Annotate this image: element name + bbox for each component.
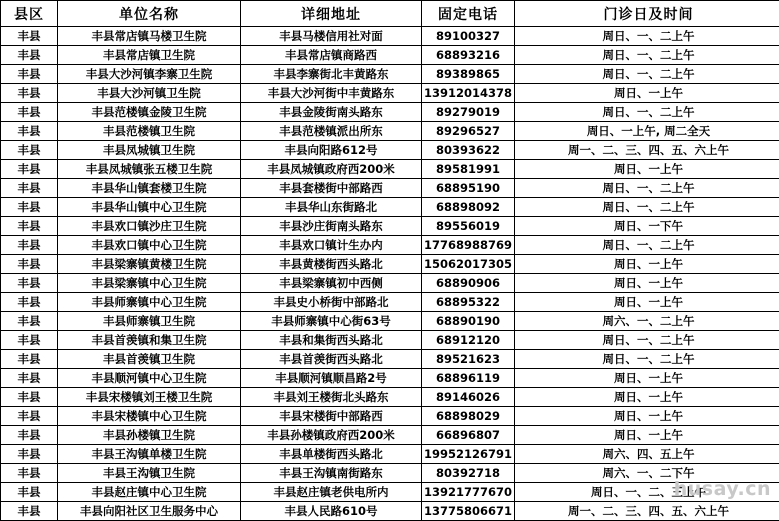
cell-unit: 丰县师寨镇卫生院 [58, 312, 241, 331]
cell-address: 丰县大沙河街中丰黄路东 [241, 84, 422, 103]
cell-hours: 周日、一上午 [515, 388, 779, 407]
cell-address: 丰县史小桥街中部路北 [241, 293, 422, 312]
cell-hours: 周六、一、二上午 [515, 312, 779, 331]
cell-hours: 周日、一上午 [515, 407, 779, 426]
cell-address: 丰县王沟镇南街路东 [241, 464, 422, 483]
cell-hours: 周日、一、二上午 [515, 103, 779, 122]
cell-address: 丰县向阳路612号 [241, 141, 422, 160]
cell-phone: 89279019 [422, 103, 515, 122]
cell-hours: 周日、一上午 [515, 274, 779, 293]
cell-hours: 周日、一上午 [515, 84, 779, 103]
cell-phone: 68890906 [422, 274, 515, 293]
cell-address: 丰县常店镇商路西 [241, 46, 422, 65]
cell-address: 丰县金陵街南头路东 [241, 103, 422, 122]
cell-county: 丰县 [1, 46, 58, 65]
cell-hours: 周日、一上午 [515, 255, 779, 274]
cell-hours: 周日、一、二上午 [515, 331, 779, 350]
cell-address: 丰县赵庄镇老供电所内 [241, 483, 422, 502]
cell-address: 丰县人民路610号 [241, 502, 422, 521]
cell-phone: 68898092 [422, 198, 515, 217]
cell-county: 丰县 [1, 388, 58, 407]
cell-hours: 周日、一、二、三上午 [515, 483, 779, 502]
cell-address: 丰县沙庄街南头路东 [241, 217, 422, 236]
cell-unit: 丰县凤城镇卫生院 [58, 141, 241, 160]
cell-address: 丰县套楼街中部路西 [241, 179, 422, 198]
cell-hours: 周日、一、二上午 [515, 350, 779, 369]
cell-county: 丰县 [1, 274, 58, 293]
cell-county: 丰县 [1, 141, 58, 160]
cell-phone: 89146026 [422, 388, 515, 407]
cell-hours: 周日、一上午, 周二全天 [515, 122, 779, 141]
cell-unit: 丰县华山镇中心卫生院 [58, 198, 241, 217]
cell-address: 丰县师寨镇中心街63号 [241, 312, 422, 331]
table-row [1, 407, 779, 426]
cell-unit: 丰县王沟镇单楼卫生院 [58, 445, 241, 464]
cell-unit: 丰县向阳社区卫生服务中心 [58, 502, 241, 521]
cell-phone: 68896119 [422, 369, 515, 388]
cell-hours: 周日、一、二上午 [515, 179, 779, 198]
table-row [1, 331, 779, 350]
table-row [1, 312, 779, 331]
cell-hours: 周日、一、二上午 [515, 65, 779, 84]
table-row [1, 27, 779, 46]
table-body [1, 27, 779, 521]
cell-hours: 周日、一、二上午 [515, 27, 779, 46]
cell-unit: 丰县常店镇卫生院 [58, 46, 241, 65]
table-row [1, 198, 779, 217]
cell-unit: 丰县欢口镇沙庄卫生院 [58, 217, 241, 236]
cell-address: 丰县刘王楼街北头路东 [241, 388, 422, 407]
table-row [1, 426, 779, 445]
cell-unit: 丰县孙楼镇卫生院 [58, 426, 241, 445]
table-row [1, 255, 779, 274]
cell-phone: 89389865 [422, 65, 515, 84]
cell-phone: 80393622 [422, 141, 515, 160]
cell-address: 丰县梁寨镇初中西侧 [241, 274, 422, 293]
cell-hours: 周日、一上午 [515, 426, 779, 445]
table-row [1, 502, 779, 521]
cell-hours: 周一、二、三、四、五、六上午 [515, 141, 779, 160]
cell-unit: 丰县首羡镇和集卫生院 [58, 331, 241, 350]
cell-address: 丰县华山东街路北 [241, 198, 422, 217]
cell-phone: 89556019 [422, 217, 515, 236]
table-row [1, 46, 779, 65]
cell-phone: 89296527 [422, 122, 515, 141]
cell-unit: 丰县大沙河镇李寨卫生院 [58, 65, 241, 84]
cell-phone: 68895322 [422, 293, 515, 312]
cell-address: 丰县黄楼街西头路北 [241, 255, 422, 274]
cell-hours: 周日、一上午 [515, 293, 779, 312]
cell-hours: 周一、二、三、四、五、六上午 [515, 502, 779, 521]
cell-unit: 丰县宋楼镇中心卫生院 [58, 407, 241, 426]
cell-phone: 13921777670 [422, 483, 515, 502]
cell-hours: 周日、一上午 [515, 369, 779, 388]
cell-unit: 丰县范楼镇金陵卫生院 [58, 103, 241, 122]
table-row [1, 236, 779, 255]
cell-unit: 丰县梁寨镇黄楼卫生院 [58, 255, 241, 274]
cell-county: 丰县 [1, 369, 58, 388]
cell-unit: 丰县师寨镇中心卫生院 [58, 293, 241, 312]
cell-phone: 68893216 [422, 46, 515, 65]
column-header-unit: 单位名称 [58, 1, 241, 27]
table-header [1, 1, 779, 27]
table-row [1, 350, 779, 369]
cell-county: 丰县 [1, 293, 58, 312]
cell-county: 丰县 [1, 198, 58, 217]
cell-county: 丰县 [1, 179, 58, 198]
table-row [1, 122, 779, 141]
cell-phone: 68895190 [422, 179, 515, 198]
cell-county: 丰县 [1, 350, 58, 369]
cell-county: 丰县 [1, 407, 58, 426]
cell-address: 丰县首羡街西头路北 [241, 350, 422, 369]
cell-phone: 89581991 [422, 160, 515, 179]
cell-unit: 丰县范楼镇卫生院 [58, 122, 241, 141]
table-row [1, 464, 779, 483]
cell-county: 丰县 [1, 445, 58, 464]
cell-unit: 丰县梁寨镇中心卫生院 [58, 274, 241, 293]
cell-county: 丰县 [1, 483, 58, 502]
cell-county: 丰县 [1, 502, 58, 521]
cell-unit: 丰县大沙河镇卫生院 [58, 84, 241, 103]
cell-unit: 丰县顺河镇中心卫生院 [58, 369, 241, 388]
table-row [1, 274, 779, 293]
cell-county: 丰县 [1, 426, 58, 445]
table-row [1, 65, 779, 84]
cell-phone: 80392718 [422, 464, 515, 483]
table-row [1, 179, 779, 198]
cell-county: 丰县 [1, 160, 58, 179]
cell-unit: 丰县凤城镇张五楼卫生院 [58, 160, 241, 179]
cell-county: 丰县 [1, 312, 58, 331]
cell-phone: 68912120 [422, 331, 515, 350]
cell-county: 丰县 [1, 464, 58, 483]
cell-hours: 周六、四、五上午 [515, 445, 779, 464]
cell-phone: 19952126791 [422, 445, 515, 464]
cell-unit: 丰县欢口镇中心卫生院 [58, 236, 241, 255]
table-row [1, 293, 779, 312]
watermark: husay.cn [674, 478, 771, 500]
cell-county: 丰县 [1, 236, 58, 255]
cell-hours: 周六、一、二下午 [515, 464, 779, 483]
table-row [1, 141, 779, 160]
cell-address: 丰县李寨街北丰黄路东 [241, 65, 422, 84]
column-header-county: 县区 [1, 1, 58, 27]
cell-county: 丰县 [1, 122, 58, 141]
cell-unit: 丰县王沟镇卫生院 [58, 464, 241, 483]
cell-hours: 周日、一、二上午 [515, 236, 779, 255]
cell-hours: 周日、一、二上午 [515, 46, 779, 65]
cell-address: 丰县范楼镇派出所东 [241, 122, 422, 141]
cell-address: 丰县顺河镇顺昌路2号 [241, 369, 422, 388]
cell-county: 丰县 [1, 255, 58, 274]
cell-phone: 68890190 [422, 312, 515, 331]
cell-phone: 13912014378 [422, 84, 515, 103]
cell-phone: 89100327 [422, 27, 515, 46]
cell-unit: 丰县宋楼镇刘王楼卫生院 [58, 388, 241, 407]
column-header-hours: 门诊日及时间 [515, 1, 779, 27]
table-row [1, 160, 779, 179]
cell-county: 丰县 [1, 331, 58, 350]
cell-unit: 丰县赵庄镇中心卫生院 [58, 483, 241, 502]
cell-phone: 15062017305 [422, 255, 515, 274]
cell-unit: 丰县华山镇套楼卫生院 [58, 179, 241, 198]
table-row [1, 388, 779, 407]
cell-unit: 丰县首羡镇卫生院 [58, 350, 241, 369]
cell-address: 丰县凤城镇政府西200米 [241, 160, 422, 179]
column-header-address: 详细地址 [241, 1, 422, 27]
cell-address: 丰县马楼信用社对面 [241, 27, 422, 46]
table-row [1, 483, 779, 502]
header-row [1, 1, 779, 27]
cell-county: 丰县 [1, 103, 58, 122]
cell-county: 丰县 [1, 217, 58, 236]
cell-address: 丰县宋楼街中部路西 [241, 407, 422, 426]
cell-hours: 周日、一下午 [515, 217, 779, 236]
table-row [1, 217, 779, 236]
table-row [1, 84, 779, 103]
cell-address: 丰县和集街西头路北 [241, 331, 422, 350]
cell-county: 丰县 [1, 27, 58, 46]
cell-phone: 13775806671 [422, 502, 515, 521]
cell-phone: 68898029 [422, 407, 515, 426]
cell-address: 丰县欢口镇计生办内 [241, 236, 422, 255]
cell-hours: 周日、一上午 [515, 160, 779, 179]
table-row [1, 103, 779, 122]
cell-county: 丰县 [1, 65, 58, 84]
column-header-phone: 固定电话 [422, 1, 515, 27]
cell-phone: 66896807 [422, 426, 515, 445]
cell-address: 丰县单楼街西头路北 [241, 445, 422, 464]
cell-county: 丰县 [1, 84, 58, 103]
table-row [1, 369, 779, 388]
cell-phone: 89521623 [422, 350, 515, 369]
cell-unit: 丰县常店镇马楼卫生院 [58, 27, 241, 46]
cell-hours: 周日、一、二上午 [515, 198, 779, 217]
cell-phone: 17768988769 [422, 236, 515, 255]
cell-address: 丰县孙楼镇政府西200米 [241, 426, 422, 445]
table-row [1, 445, 779, 464]
